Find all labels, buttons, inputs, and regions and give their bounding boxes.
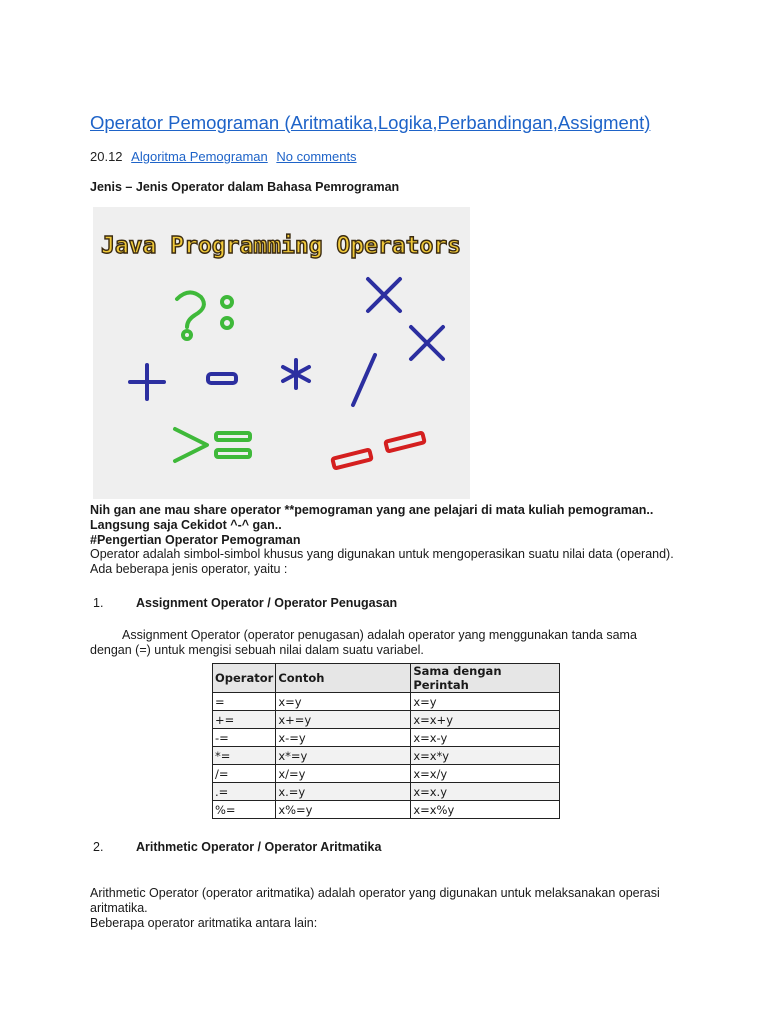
post-title[interactable]: Operator Pemograman (Aritmatika,Logika,Perbandingan,Assigment) bbox=[90, 112, 651, 133]
banner-graphic bbox=[93, 207, 470, 499]
table-cell: = bbox=[213, 693, 276, 711]
post-time: 20.12 bbox=[90, 149, 123, 164]
section-1-text-a: Assignment Operator (operator penugasan) adalah operator yang menggunakan tanda sama bbox=[122, 628, 637, 642]
table-cell: x=x+y bbox=[411, 711, 560, 729]
table-cell: x=y bbox=[411, 693, 560, 711]
definition-text: Operator adalah simbol-simbol khusus yang digunakan untuk mengoperasikan suatu nilai data (operand). bbox=[90, 547, 674, 561]
section-1-text-b: dengan (=) untuk mengisi sebuah nilai dalam suatu variabel. bbox=[90, 643, 424, 657]
table-cell: x+=y bbox=[276, 711, 411, 729]
table-cell: x.=y bbox=[276, 783, 411, 801]
table-cell: x*=y bbox=[276, 747, 411, 765]
table-cell: *= bbox=[213, 747, 276, 765]
table-cell: x-=y bbox=[276, 729, 411, 747]
intro-line: Nih gan ane mau share operator **pemograman yang ane pelajari di mata kuliah pemograman.. bbox=[90, 503, 654, 517]
table-row bbox=[213, 747, 560, 765]
java-operators-banner bbox=[93, 207, 470, 499]
definition-heading: #Pengertian Operator Pemograman bbox=[90, 533, 301, 547]
table-cell: x%=y bbox=[276, 801, 411, 819]
table-row bbox=[213, 711, 560, 729]
category-link[interactable]: Algoritma Pemograman bbox=[131, 149, 268, 164]
table-cell: x=x/y bbox=[411, 765, 560, 783]
table-cell: x=y bbox=[276, 693, 411, 711]
table-header: Operator bbox=[213, 664, 276, 693]
table-header: Sama dengan Perintah bbox=[411, 664, 560, 693]
post-meta bbox=[90, 149, 357, 164]
section-2-text-b: aritmatika. bbox=[90, 901, 148, 915]
table-cell: /= bbox=[213, 765, 276, 783]
table-header: Contoh bbox=[276, 664, 411, 693]
section-1-title: Assignment Operator / Operator Penugasan bbox=[136, 596, 398, 610]
table-cell: x=x%y bbox=[411, 801, 560, 819]
table-row bbox=[213, 783, 560, 801]
table-row bbox=[213, 729, 560, 747]
table-cell: x/=y bbox=[276, 765, 411, 783]
table-cell: x=x-y bbox=[411, 729, 560, 747]
table-cell: .= bbox=[213, 783, 276, 801]
intro-heading: Jenis – Jenis Operator dalam Bahasa Pemrograman bbox=[90, 180, 400, 194]
table-cell: %= bbox=[213, 801, 276, 819]
section-2-text-a: Arithmetic Operator (operator aritmatika) adalah operator yang digunakan untuk melaksanakan operasi bbox=[90, 886, 660, 900]
table-cell: x=x.y bbox=[411, 783, 560, 801]
section-2-title: Arithmetic Operator / Operator Aritmatika bbox=[136, 840, 382, 854]
section-1-number: 1. bbox=[93, 596, 104, 610]
table-cell: += bbox=[213, 711, 276, 729]
types-intro: Ada beberapa jenis operator, yaitu : bbox=[90, 562, 288, 576]
table-cell: -= bbox=[213, 729, 276, 747]
table-row bbox=[213, 693, 560, 711]
table-cell: x=x*y bbox=[411, 747, 560, 765]
table-row bbox=[213, 801, 560, 819]
section-2-text bbox=[90, 886, 700, 931]
comments-link[interactable]: No comments bbox=[276, 149, 357, 164]
assignment-operators-table bbox=[212, 663, 560, 819]
section-2-text-c: Beberapa operator aritmatika antara lain: bbox=[90, 916, 318, 930]
cekidot-line: Langsung saja Cekidot ^-^ gan.. bbox=[90, 518, 282, 532]
banner-caption: Java Programming Operators bbox=[100, 233, 462, 259]
table-row bbox=[213, 765, 560, 783]
section-2-number: 2. bbox=[93, 840, 104, 854]
section-1-text bbox=[90, 628, 690, 658]
